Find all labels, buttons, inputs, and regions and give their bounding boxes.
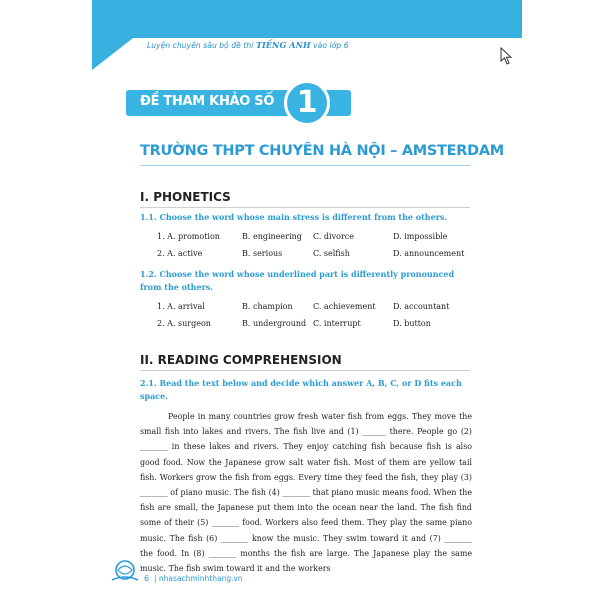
option: B. serious [242, 249, 283, 258]
option: 2. A. surgeon [157, 319, 211, 328]
header-corner-decoration [92, 0, 182, 70]
header-suffix: vào lớp 6 [313, 41, 349, 50]
title-divider [140, 165, 470, 166]
instruction-2-1: 2.1. Read the text below and decide which answer A, B, C, or D fits each space. [140, 378, 462, 401]
option: 1. A. promotion [157, 232, 220, 241]
option: D. impossible [393, 232, 448, 241]
instruction-1-1: 1.1. Choose the word whose main stress is different from the others. [140, 212, 448, 222]
header-subject: TIẾNG ANH [255, 40, 311, 50]
option: D. accountant [393, 302, 450, 311]
option: D. announcement [393, 249, 465, 258]
option: 1. A. arrival [157, 302, 205, 311]
section-divider [140, 370, 470, 371]
section-divider [140, 207, 470, 208]
option: C. achievement [313, 302, 376, 311]
sheet-number-badge: 1 [284, 80, 330, 126]
mouse-cursor-icon [500, 47, 514, 65]
option: B. engineering [242, 232, 302, 241]
publisher-url: | nhasachminhthang.vn [154, 574, 243, 583]
header-prefix: Luyện chuyên sâu bộ đề thi [147, 41, 254, 50]
option: C. divorce [313, 232, 354, 241]
option: B. underground [242, 319, 307, 328]
option: C. interrupt [313, 319, 361, 328]
option: C. selfish [313, 249, 350, 258]
school-title: TRƯỜNG THPT CHUYÊN HÀ NỘI – AMSTERDAM [140, 143, 504, 159]
reading-passage [140, 409, 472, 576]
section-phonetics-title: I. PHONETICS [140, 190, 231, 204]
option: 2. A. active [157, 249, 203, 258]
instruction-1-2: 1.2. Choose the word whose underlined part is differently pronounced from the others. [140, 269, 455, 292]
option: D. button [393, 319, 431, 328]
option: B. champion [242, 302, 293, 311]
sheet-label: ĐỀ THAM KHẢO SỐ [140, 94, 275, 109]
passage-text: People in many countries grow fresh water fish from eggs. They move the small fish into lakes and rivers. The fish live and (1) ______ there. People go (2) _______ in these lakes and rivers. They enjoy catching fish because fish is also good food. Now the Japanese grow salt water fish. Most of them are yellow tail fish. Workers grow the fish from eggs. Every time they feed the fish, they play (3) _______ of piano music. The fish (4) _______ that piano music means food. When the fish are small, the Japanese put them into the ocean near the land. The fish find some of their (5) _______ food. Workers also feed them. They play the same piano music. The fish (6) _______ know the music. They swim toward it and (7) _______ the food. In (8) _______ months the fish are large. The Japanese play the same music. The fish swim toward it and the workers [140, 412, 472, 574]
page-number: 6 [144, 574, 150, 583]
document-page [92, 0, 522, 611]
section-reading-title: II. READING COMPREHENSION [140, 353, 342, 367]
publisher-logo-icon [110, 558, 140, 584]
running-header [147, 40, 349, 50]
